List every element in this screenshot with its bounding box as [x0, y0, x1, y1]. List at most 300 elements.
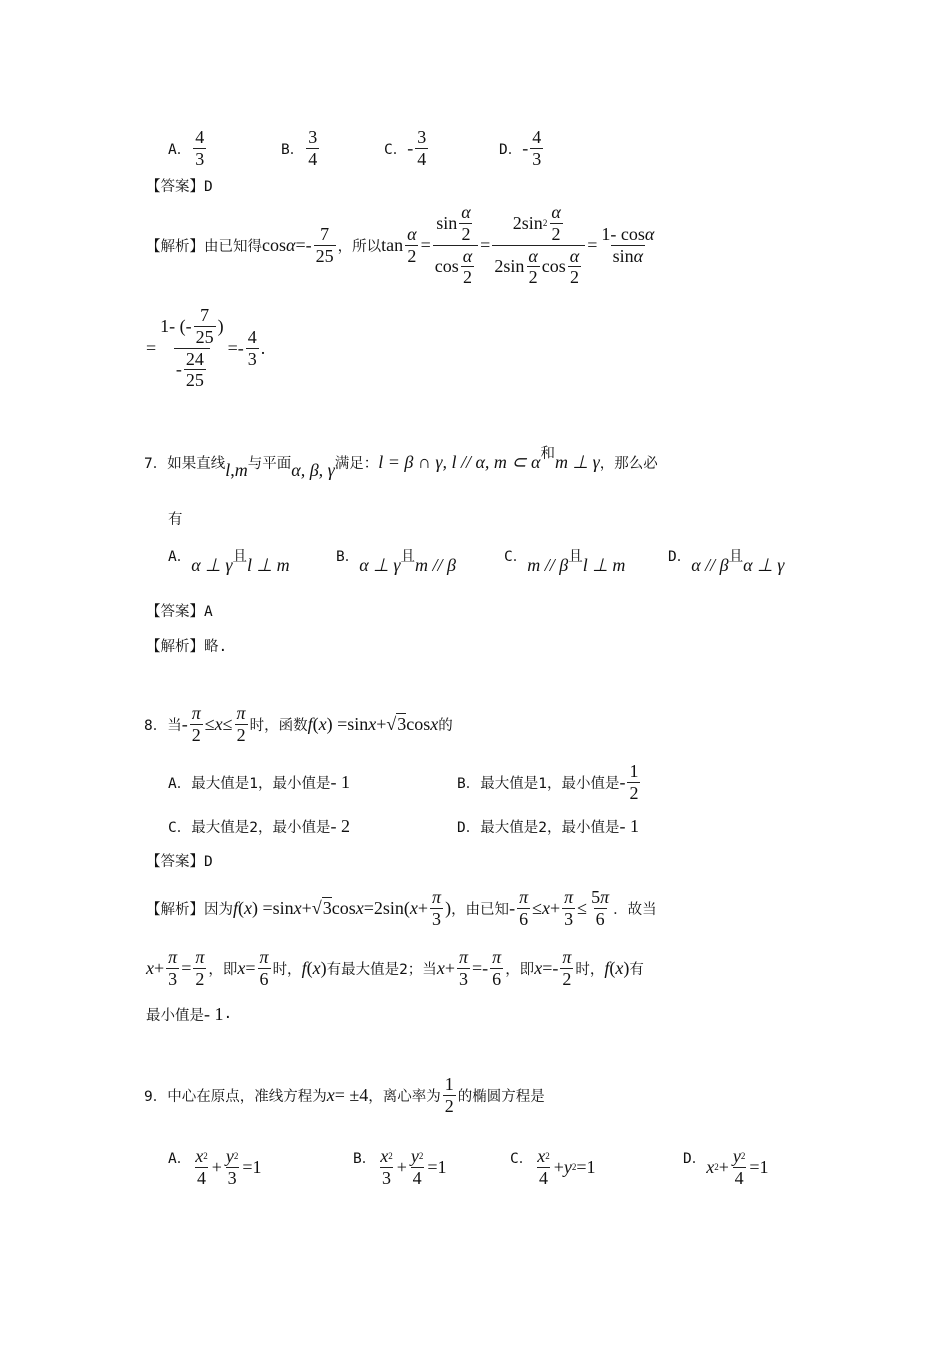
math-variable: x — [409, 897, 418, 918]
text-run: 时，函数 — [249, 717, 308, 734]
q6-analysis-line2 — [146, 305, 266, 391]
denominator — [190, 724, 203, 746]
fraction — [378, 1146, 395, 1188]
text-run: 7．如果直线 — [144, 455, 226, 472]
numerator — [430, 887, 443, 908]
math-number: 2 — [528, 267, 538, 288]
math-variable: π — [564, 886, 574, 907]
radicand: 3 — [322, 897, 332, 918]
math-number: 24 — [185, 348, 204, 369]
numerator — [306, 127, 319, 148]
math-number: 3 — [417, 126, 427, 147]
math-variable: α ⊥ γ — [191, 554, 233, 575]
fraction — [443, 1074, 456, 1116]
math-variable: π — [562, 946, 572, 967]
math-text: cos — [541, 256, 566, 277]
fraction — [562, 887, 575, 929]
fraction — [549, 202, 562, 244]
math-number: 4 — [247, 326, 257, 347]
math-text: ≤ — [577, 897, 588, 918]
fraction — [314, 224, 336, 266]
math-text: cos — [331, 897, 356, 918]
square-root: √3 — [311, 897, 332, 918]
denominator — [530, 148, 543, 170]
numerator — [530, 127, 543, 148]
math-number: 2 — [195, 968, 205, 989]
text-run: B． — [281, 141, 305, 158]
math-text: =- — [472, 957, 489, 978]
denominator — [415, 148, 428, 170]
text-run: ，那么必 — [599, 455, 658, 472]
numerator — [535, 1146, 552, 1167]
text-run: ，即 — [505, 961, 535, 978]
q6-option-d — [499, 118, 545, 178]
math-variable: l = β ∩ γ, l // α, m ⊂ α — [378, 451, 541, 472]
fraction — [589, 887, 611, 929]
text-run: 有最大值是2；当 — [326, 961, 437, 978]
math-text: =- — [227, 337, 244, 358]
math-text: ) — [445, 897, 452, 918]
math-variable: α — [461, 202, 471, 223]
numerator — [224, 1146, 241, 1167]
square-root: √3 — [386, 713, 407, 734]
math-variable: y — [225, 1145, 234, 1166]
math-number: 1 — [444, 1073, 454, 1094]
q9-option-a — [168, 1137, 262, 1197]
math-variable: x — [706, 1156, 715, 1177]
numerator — [198, 305, 211, 326]
math-text: sin — [612, 245, 634, 266]
text-run: A． — [168, 1150, 192, 1167]
math-text: - — [619, 771, 626, 792]
math-text: =1 — [427, 1156, 447, 1177]
math-number: 3 — [227, 1167, 237, 1188]
math-text: = ±4 — [334, 1084, 369, 1105]
math-number: 4 — [196, 1167, 206, 1188]
math-number: 25 — [315, 245, 334, 266]
denominator — [174, 348, 210, 391]
math-number: 3 — [532, 148, 542, 169]
q9-stem — [144, 1065, 545, 1125]
fraction — [306, 127, 319, 169]
math-variable: x — [237, 957, 246, 978]
numerator — [378, 1146, 395, 1167]
text-run: C． — [384, 141, 408, 158]
math-variable: x — [615, 957, 624, 978]
fraction — [194, 305, 216, 347]
denominator — [235, 724, 248, 746]
math-variable: f — [307, 713, 313, 734]
numerator — [190, 703, 203, 724]
math-number: 2 — [551, 223, 561, 244]
numerator — [409, 1146, 426, 1167]
math-variable: x — [368, 713, 377, 734]
math-text: cos — [262, 234, 286, 255]
text-run: 8．当 — [144, 717, 182, 734]
math-text: + — [396, 1156, 407, 1177]
text-run: 满足： — [334, 455, 379, 472]
superscript: 2 — [740, 1150, 746, 1161]
math-variable: α — [407, 223, 417, 244]
math-text: ) =sin — [326, 713, 369, 734]
fraction — [415, 127, 428, 169]
math-number: 1 — [629, 760, 639, 781]
text-run: 【解析】因为 — [146, 901, 233, 918]
math-text: =- — [295, 234, 312, 255]
numerator — [549, 202, 562, 223]
text-run: 时， — [575, 961, 605, 978]
math-variable: π — [191, 702, 201, 723]
math-variable: x — [293, 897, 302, 918]
denominator — [459, 223, 472, 245]
math-text: + — [444, 957, 455, 978]
denominator — [594, 908, 607, 930]
q6-analysis-line1 — [146, 202, 658, 288]
math-text: = — [587, 234, 598, 255]
text-run: B．最大值是1，最小值是 — [457, 775, 620, 792]
text-run: 且 — [232, 548, 247, 565]
math-number: 2 — [444, 1095, 454, 1116]
math-variable: y — [410, 1145, 419, 1166]
numerator — [627, 761, 640, 782]
superscript: 2 — [418, 1150, 424, 1161]
math-text: = — [480, 234, 491, 255]
math-text: 5 — [591, 886, 601, 907]
math-number: 4 — [538, 1167, 548, 1188]
math-text: - 1 — [619, 815, 639, 836]
text-run: 和 — [540, 445, 555, 462]
math-number: 4 — [195, 126, 205, 147]
math-variable: π — [519, 886, 529, 907]
numerator — [526, 246, 539, 267]
math-variable: π — [600, 886, 610, 907]
math-variable: x — [537, 1145, 546, 1166]
q6-option-b — [281, 118, 321, 178]
math-variable: x — [436, 957, 445, 978]
numerator — [560, 947, 573, 968]
math-variable: π — [432, 886, 442, 907]
denominator — [492, 245, 585, 288]
math-number: 4 — [532, 126, 542, 147]
fraction — [246, 327, 259, 369]
math-variable: x — [214, 713, 223, 734]
denominator — [611, 245, 645, 267]
q8-analysis-line3 — [146, 984, 232, 1044]
math-variable: x — [318, 713, 327, 734]
math-number: 4 — [412, 1167, 422, 1188]
fraction — [224, 1146, 241, 1188]
fraction — [193, 1146, 210, 1188]
math-variable: l ⊥ m — [582, 554, 626, 575]
numerator — [184, 349, 206, 370]
numerator — [461, 246, 474, 267]
math-text: - — [181, 713, 188, 734]
text-run: 【解析】略. — [146, 638, 228, 655]
math-variable: α — [462, 245, 473, 266]
denominator — [195, 1167, 208, 1189]
fraction — [526, 246, 539, 288]
math-variable: x — [312, 957, 321, 978]
text-run: D． — [683, 1150, 707, 1167]
math-number: 2 — [562, 968, 572, 989]
math-variable: x — [430, 713, 439, 734]
text-run: 【答案】D — [146, 853, 213, 870]
denominator — [405, 245, 418, 267]
math-text: 1- (- — [160, 315, 192, 336]
math-text: - 1 — [330, 771, 350, 792]
math-variable: y — [563, 1156, 572, 1177]
math-number: 4 — [417, 148, 427, 169]
numerator — [193, 127, 206, 148]
math-number: 3 — [458, 968, 468, 989]
fraction — [409, 1146, 426, 1188]
math-variable: α — [644, 223, 655, 244]
math-text: ) — [320, 957, 327, 978]
numerator — [562, 887, 575, 908]
math-variable: x — [355, 897, 364, 918]
text-run: ，离心率为 — [368, 1088, 441, 1105]
q9-option-c — [510, 1137, 596, 1197]
math-variable: α — [528, 245, 538, 266]
math-text: - 1 — [204, 1003, 224, 1024]
numerator — [193, 947, 206, 968]
numerator — [443, 1074, 456, 1095]
denominator — [562, 908, 575, 930]
text-run: A．最大值是1，最小值是 — [168, 775, 331, 792]
math-text: ≤ — [204, 713, 215, 734]
math-text: =- — [542, 957, 559, 978]
math-number: 2 — [191, 724, 201, 745]
numerator — [459, 202, 472, 223]
math-variable: x — [380, 1145, 389, 1166]
text-run: . — [223, 1006, 233, 1022]
denominator — [433, 245, 478, 288]
denominator — [411, 1167, 424, 1189]
fraction — [490, 947, 503, 989]
math-text: = — [420, 234, 431, 255]
fraction — [258, 947, 271, 989]
math-variable: π — [458, 946, 468, 967]
math-variable: m // β — [414, 554, 456, 575]
q9-option-d — [683, 1137, 769, 1197]
denominator — [194, 326, 216, 348]
math-text: = — [245, 957, 256, 978]
text-run: 【解析】由已知得 — [146, 238, 262, 255]
math-number: 3 — [195, 148, 205, 169]
denominator — [226, 1167, 239, 1189]
numerator — [193, 1146, 210, 1167]
text-run: A． — [168, 141, 192, 158]
q7-stem — [144, 432, 658, 492]
numerator — [415, 127, 428, 148]
math-number: 4 — [308, 148, 318, 169]
denominator — [430, 908, 443, 930]
math-number: 6 — [492, 968, 502, 989]
fraction — [492, 202, 585, 288]
numerator — [158, 305, 225, 347]
fraction — [457, 947, 470, 989]
math-text: 2sin — [512, 212, 543, 233]
denominator — [733, 1167, 746, 1189]
math-number: 2 — [461, 223, 471, 244]
math-variable: x — [146, 957, 154, 978]
math-number: 2 — [407, 245, 417, 266]
denominator — [314, 245, 336, 267]
math-number: 7 — [320, 223, 330, 244]
text-run: 有 — [168, 511, 183, 528]
math-variable: α — [569, 245, 580, 266]
denominator — [527, 266, 540, 288]
math-variable: π — [168, 946, 178, 967]
denominator — [490, 968, 503, 990]
superscript: 2 — [203, 1150, 208, 1161]
fraction — [190, 703, 203, 745]
math-variable: l ⊥ m — [246, 554, 290, 575]
math-number: 2 — [629, 782, 639, 803]
fraction — [568, 246, 581, 288]
math-number: 3 — [381, 1167, 391, 1188]
text-run: D． — [668, 548, 692, 565]
math-number: 25 — [185, 370, 204, 391]
fraction — [433, 202, 478, 288]
text-run: 且 — [568, 548, 583, 565]
math-text: ≤ — [222, 713, 233, 734]
text-run: 【答案】D — [146, 178, 213, 195]
math-variable: x — [244, 897, 253, 918]
math-number: 3 — [247, 348, 257, 369]
math-text: 1- cos — [601, 223, 645, 244]
fraction — [530, 127, 543, 169]
denominator — [568, 266, 581, 288]
math-number: 3 — [564, 908, 574, 929]
numerator — [318, 224, 331, 245]
denominator — [537, 1167, 550, 1189]
radicand: 3 — [397, 713, 407, 734]
math-variable: α — [551, 202, 561, 223]
numerator — [599, 224, 656, 245]
fraction — [430, 887, 443, 929]
math-number: 25 — [195, 326, 214, 347]
math-variable: f — [604, 957, 610, 978]
math-text: + — [211, 1156, 222, 1177]
text-run: ，由已知 — [451, 901, 510, 918]
math-text: ( — [306, 957, 313, 978]
superscript: 2 — [714, 1162, 719, 1172]
math-text: ≤ — [532, 897, 542, 918]
math-variable: π — [492, 946, 502, 967]
text-run: B． — [336, 548, 360, 565]
math-text: cos — [406, 713, 431, 734]
math-text: cos — [434, 256, 459, 277]
fraction — [560, 947, 573, 989]
fraction — [184, 349, 206, 391]
fraction — [158, 305, 225, 391]
math-text: ) — [217, 315, 224, 336]
math-text: 2sin — [494, 256, 525, 277]
text-run: 9．中心在原点，准线方程为 — [144, 1088, 327, 1105]
math-variable: π — [236, 702, 246, 723]
math-number: 3 — [308, 126, 318, 147]
numerator — [731, 1146, 748, 1167]
math-variable: α, β, γ — [291, 459, 335, 480]
denominator — [306, 148, 319, 170]
math-variable: m — [234, 459, 248, 480]
fraction — [405, 224, 418, 266]
math-text: =1 — [242, 1156, 262, 1177]
numerator — [568, 246, 581, 267]
math-text: ) — [623, 957, 630, 978]
math-number: 4 — [734, 1167, 744, 1188]
fraction — [731, 1146, 748, 1188]
text-run: D． — [499, 141, 523, 158]
math-number: 3 — [432, 908, 442, 929]
math-text: = — [181, 957, 192, 978]
text-run: ．故当 — [613, 901, 657, 918]
text-run: 有 — [629, 961, 644, 978]
text-run: ，即 — [208, 961, 238, 978]
numerator — [166, 947, 179, 968]
math-text: + — [553, 1156, 564, 1177]
denominator — [457, 968, 470, 990]
math-text: ( — [238, 897, 245, 918]
q7-analysis — [146, 615, 227, 675]
fraction — [535, 1146, 552, 1188]
math-text: ( — [312, 713, 319, 734]
q8-stem — [144, 694, 453, 754]
math-text: + — [154, 957, 165, 978]
math-variable: α // β — [691, 554, 729, 575]
math-variable: l — [225, 459, 231, 480]
math-text: =1 — [576, 1156, 596, 1177]
numerator — [517, 887, 530, 908]
text-run: 时， — [272, 961, 302, 978]
numerator — [490, 947, 503, 968]
fraction — [166, 947, 179, 989]
denominator — [560, 968, 573, 990]
denominator — [258, 968, 271, 990]
fraction — [193, 947, 206, 989]
superscript: 2 — [233, 1150, 239, 1161]
numerator — [589, 887, 611, 908]
denominator — [184, 369, 206, 391]
fraction — [459, 202, 472, 244]
q7-option-c — [504, 535, 625, 595]
superscript: 2 — [545, 1150, 550, 1161]
text-run: B． — [353, 1150, 377, 1167]
numerator — [258, 947, 271, 968]
q8-option-d — [457, 796, 639, 856]
math-text: , — [230, 459, 235, 480]
text-run: C． — [510, 1150, 534, 1167]
superscript: 2 — [542, 218, 548, 229]
text-run: 且 — [728, 548, 744, 565]
text-run: 且 — [400, 548, 415, 565]
math-text: tan — [381, 234, 404, 255]
math-text: - 2 — [330, 815, 350, 836]
math-variable: f — [233, 897, 239, 918]
q6-answer — [146, 155, 213, 215]
superscript: 2 — [571, 1162, 577, 1172]
math-text: ) =sin — [252, 897, 294, 918]
q9-option-b — [353, 1137, 447, 1197]
math-text: - — [175, 359, 182, 380]
math-text: sin — [436, 212, 458, 233]
math-variable: π — [195, 946, 205, 967]
math-number: 6 — [519, 908, 529, 929]
fraction — [461, 246, 474, 288]
fraction — [235, 703, 248, 745]
math-text: - — [407, 137, 414, 158]
